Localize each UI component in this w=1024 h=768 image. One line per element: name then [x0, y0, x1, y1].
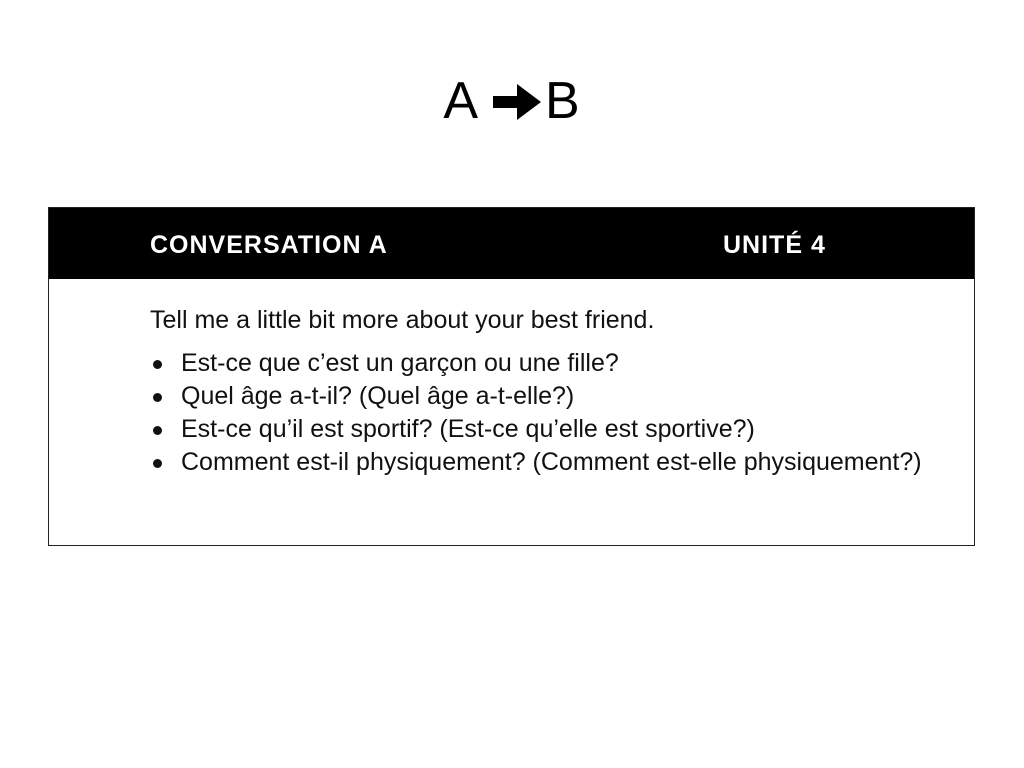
conversation-card [48, 207, 975, 546]
bullet-icon [153, 459, 162, 468]
question-text: Est-ce que c’est un garçon ou une fille? [181, 349, 619, 377]
unit-label: UNITÉ 4 [723, 231, 826, 259]
bullet-icon [153, 360, 162, 369]
right-arrow-icon [491, 75, 543, 119]
list-item [150, 347, 940, 380]
card-prompt: Tell me a little bit more about your best friend. [150, 306, 655, 334]
question-text: Comment est-il physiquement? (Comment est-elle physiquement?) [181, 448, 922, 476]
card-body [150, 304, 940, 479]
list-item [150, 380, 940, 413]
slide-title [0, 66, 1024, 133]
question-list [150, 347, 940, 479]
list-item [150, 446, 940, 479]
question-text: Quel âge a-t-il? (Quel âge a-t-elle?) [181, 382, 575, 410]
title-to: B [545, 72, 581, 131]
list-item [150, 413, 940, 446]
conversation-label: CONVERSATION A [150, 231, 388, 259]
question-text: Est-ce qu’il est sportif? (Est-ce qu’elle est sportive?) [181, 415, 755, 443]
bullet-icon [153, 393, 162, 402]
card-header [49, 208, 974, 279]
bullet-icon [153, 426, 162, 435]
title-from: A [443, 72, 479, 131]
